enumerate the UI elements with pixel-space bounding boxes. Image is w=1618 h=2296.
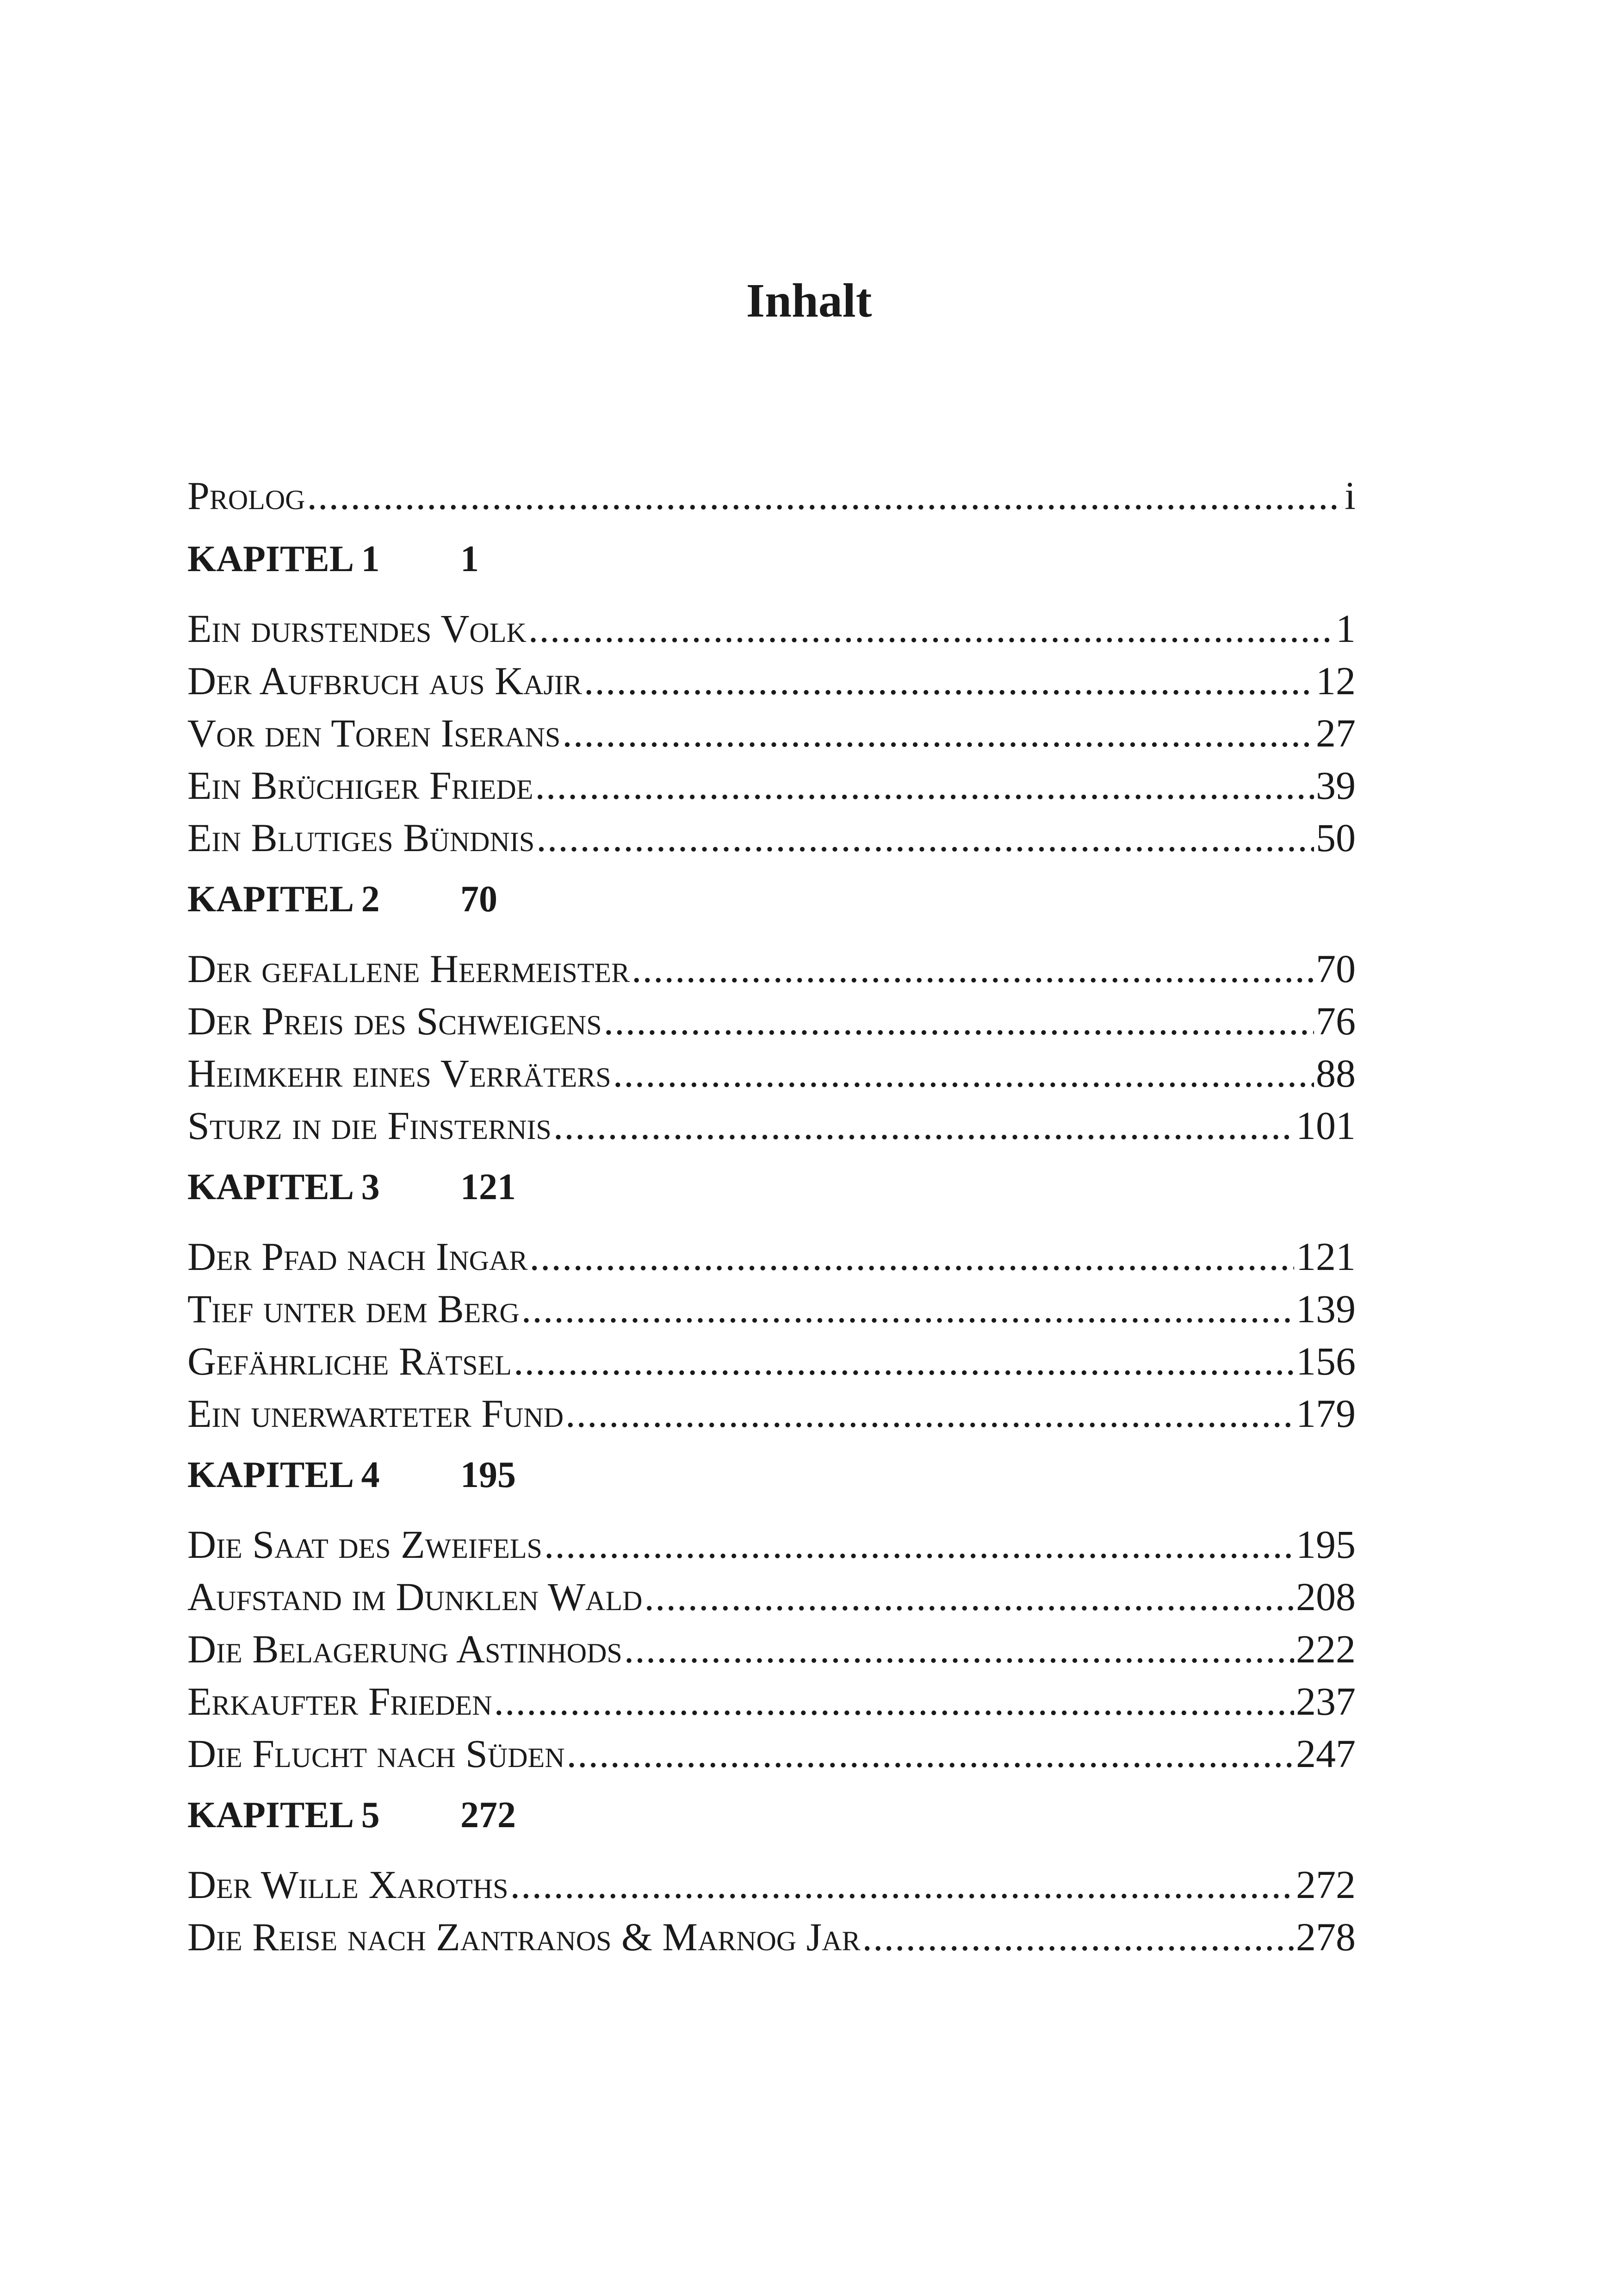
toc-entry-page: 1 [1336,606,1356,651]
chapter-page: 272 [460,1795,516,1836]
toc-entry-label: Die Saat des Zweifels [187,1522,542,1567]
toc-entry-label: Vor den Toren Iserans [187,711,561,755]
toc-entry[interactable] [187,1335,1356,1388]
toc-entry-page: 139 [1296,1287,1356,1331]
dot-leader [632,943,1314,995]
chapter-heading[interactable] [187,1452,1356,1498]
toc-entry-prolog[interactable] [187,470,1356,522]
toc-entry-page: 156 [1296,1339,1356,1383]
toc-entry-label: Ein unerwarteter Fund [187,1391,564,1436]
dot-leader [535,759,1314,812]
toc-entry-label: Die Belagerung Astinhods [187,1627,622,1671]
toc-entry-page: 272 [1296,1862,1356,1907]
chapter-group [187,536,1356,864]
toc-entry[interactable] [187,995,1356,1047]
toc-entry-page: 247 [1296,1731,1356,1776]
toc-entry[interactable] [187,603,1356,655]
toc-entry-page: 237 [1296,1679,1356,1724]
dot-leader [604,995,1314,1047]
toc-entry-page: 208 [1296,1574,1356,1619]
toc-entry-label: Sturz in die Finsternis [187,1103,552,1148]
toc-entry[interactable] [187,1911,1356,1963]
dot-leader [613,1047,1314,1100]
dot-leader [536,812,1314,864]
chapter-heading[interactable] [187,1792,1356,1838]
chapter-group [187,1452,1356,1780]
chapter-page: 1 [460,539,479,579]
toc-entry-page: 12 [1316,659,1356,703]
toc-entry[interactable] [187,707,1356,759]
dot-leader [584,655,1314,707]
dot-leader [624,1623,1294,1675]
toc-entry-label: Prolog [187,473,305,518]
toc-entry-page: 195 [1296,1522,1356,1567]
toc-entry-label: Die Reise nach Zantranos & Marnog Jar [187,1915,861,1959]
chapter-heading[interactable] [187,876,1356,922]
table-of-contents [187,470,1356,1975]
toc-entry[interactable] [187,1283,1356,1335]
toc-entry-label: Tief unter dem Berg [187,1287,520,1331]
dot-leader [565,1388,1294,1440]
chapter-page: 121 [460,1167,516,1207]
dot-leader [307,470,1343,522]
toc-entry-label: Heimkehr eines Verräters [187,1051,611,1095]
toc-entry-label: Ein durstendes Volk [187,606,527,651]
toc-entry-page: 39 [1316,763,1356,808]
toc-entry-page: 76 [1316,999,1356,1043]
chapter-group [187,876,1356,1152]
toc-entry-page: 179 [1296,1391,1356,1436]
chapter-list [187,536,1356,1963]
toc-entry[interactable] [187,1518,1356,1571]
chapter-page: 70 [460,879,497,920]
chapter-page: 195 [460,1455,516,1495]
toc-entry-label: Der Wille Xaroths [187,1862,508,1907]
toc-entry-label: Erkaufter Frieden [187,1679,492,1724]
toc-entry[interactable] [187,1675,1356,1728]
toc-entry[interactable] [187,1100,1356,1152]
chapter-heading[interactable] [187,1164,1356,1210]
toc-entry-page: 101 [1296,1103,1356,1148]
dot-leader [862,1911,1295,1963]
dot-leader [567,1728,1294,1780]
dot-leader [514,1335,1294,1388]
chapter-title: KAPITEL 4 [187,1455,380,1495]
dot-leader [645,1571,1295,1623]
toc-entry-label: Der Aufbruch aus Kajir [187,659,582,703]
dot-leader [521,1283,1294,1335]
toc-entry-page: 88 [1316,1051,1356,1095]
toc-entry-page: 121 [1296,1234,1356,1279]
chapter-heading[interactable] [187,536,1356,582]
toc-entry-label: Ein Brüchiger Friede [187,763,533,808]
toc-entry-label: Ein Blutiges Bündnis [187,815,535,860]
chapter-title: KAPITEL 2 [187,879,380,920]
dot-leader [544,1518,1294,1571]
toc-entry[interactable] [187,759,1356,812]
toc-entry-label: Aufstand im Dunklen Wald [187,1574,643,1619]
chapter-group [187,1164,1356,1440]
toc-entry-page: 27 [1316,711,1356,755]
toc-entry[interactable] [187,1571,1356,1623]
dot-leader [510,1859,1294,1911]
chapter-title: KAPITEL 5 [187,1795,380,1836]
dot-leader [529,1231,1294,1283]
toc-entry[interactable] [187,1388,1356,1440]
toc-entry-page: 50 [1316,815,1356,860]
toc-entry-label: Die Flucht nach Süden [187,1731,565,1776]
dot-leader [528,603,1334,655]
toc-entry[interactable] [187,1859,1356,1911]
toc-entry[interactable] [187,1231,1356,1283]
dot-leader [562,707,1314,759]
chapter-title: KAPITEL 3 [187,1167,380,1207]
toc-entry[interactable] [187,943,1356,995]
page-title: Inhalt [746,274,872,327]
dot-leader [494,1675,1294,1728]
toc-entry-label: Der Pfad nach Ingar [187,1234,528,1279]
toc-entry[interactable] [187,1728,1356,1780]
toc-entry[interactable] [187,1047,1356,1100]
toc-entry-page: 278 [1296,1915,1356,1959]
toc-entry-page: i [1345,473,1356,518]
toc-entry-page: 222 [1296,1627,1356,1671]
toc-entry[interactable] [187,1623,1356,1675]
toc-entry-page: 70 [1316,946,1356,991]
toc-entry[interactable] [187,655,1356,707]
chapter-group [187,1792,1356,1963]
toc-entry-label: Der gefallene Heermeister [187,946,630,991]
toc-entry-label: Gefährliche Rätsel [187,1339,512,1383]
chapter-title: KAPITEL 1 [187,539,380,579]
dot-leader [553,1100,1294,1152]
toc-entry-label: Der Preis des Schweigens [187,999,602,1043]
toc-entry[interactable] [187,812,1356,864]
